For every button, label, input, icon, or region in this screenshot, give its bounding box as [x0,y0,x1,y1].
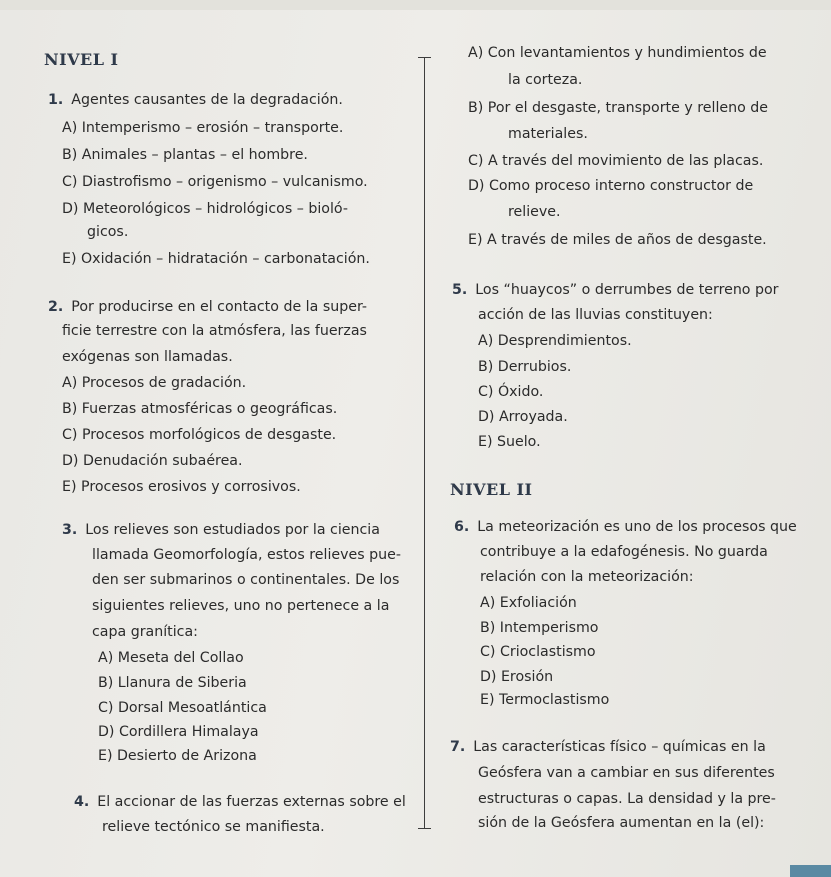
q4-option-c: C) A través del movimiento de las placas. [468,153,764,169]
question-6-number: 6. [454,519,470,535]
question-7-line-2: Geósfera van a cambiar en sus diferentes [478,765,775,781]
q1-option-d: D) Meteorológicos – hidrológicos – bioló- [62,201,348,217]
question-7-line-1: Las características físico – químicas en la [473,739,766,755]
q4-option-a-cont: la corteza. [508,72,583,88]
q4-option-d-cont: relieve. [508,204,561,220]
question-6-line-3: relación con la meteorización: [480,569,694,585]
q2-option-c: C) Procesos morfológicos de desgaste. [62,427,337,443]
question-4-number: 4. [74,794,90,810]
q6-option-d: D) Erosión [480,669,554,685]
q2-option-a: A) Procesos de gradación. [62,375,247,391]
q6-option-a: A) Exfoliación [480,595,577,611]
q2-option-d: D) Denudación subaérea. [62,453,243,469]
q1-option-d-cont: gicos. [87,224,129,240]
q5-option-b: B) Derrubios. [478,359,572,375]
q3-option-d: D) Cordillera Himalaya [98,724,259,740]
level-1-heading: NIVEL I [44,50,119,69]
question-1-stem [48,90,343,110]
q2-option-b: B) Fuerzas atmosféricas o geográficas. [62,401,338,417]
q5-option-a: A) Desprendimientos. [478,333,632,349]
q3-option-e: E) Desierto de Arizona [98,748,257,764]
q5-option-c: C) Óxido. [478,384,544,400]
q4-option-b: B) Por el desgaste, transporte y relleno de [468,100,769,116]
q1-option-e: E) Oxidación – hidratación – carbonatación. [62,251,370,267]
question-2-number: 2. [48,299,64,315]
question-5-stem [452,280,779,300]
question-3-stem [62,520,380,540]
question-4-stem [74,792,406,812]
question-3-line-3: den ser submarinos o continentales. De los [92,572,400,588]
question-2-line-1: Por producirse en el contacto de la super- [71,299,367,315]
q4-option-b-cont: materiales. [508,126,588,142]
q6-option-c: C) Crioclastismo [480,644,596,660]
question-7-line-4: sión de la Geósfera aumentan en la (el): [478,815,765,831]
q6-option-b: B) Intemperismo [480,620,599,636]
q5-option-e: E) Suelo. [478,434,541,450]
question-4-line-2: relieve tectónico se manifiesta. [102,819,325,835]
question-6-line-1: La meteorización es uno de los procesos que [477,519,797,535]
question-3-line-1: Los relieves son estudiados por la ciencia [85,522,380,538]
question-6-line-2: contribuye a la edafogénesis. No guarda [480,544,768,560]
q3-option-c: C) Dorsal Mesoatlántica [98,700,267,716]
q3-option-b: B) Llanura de Siberia [98,675,247,691]
question-3-number: 3. [62,522,78,538]
question-5-line-1: Los “huaycos” o derrumbes de terreno por [475,282,779,298]
question-7-line-3: estructuras o capas. La densidad y la pre- [478,791,776,807]
level-2-heading: NIVEL II [450,480,533,499]
q1-option-b: B) Animales – plantas – el hombre. [62,147,308,163]
q4-option-a: A) Con levantamientos y hundimientos de [468,45,767,61]
question-5-number: 5. [452,282,468,298]
question-3-line-4: siguientes relieves, uno no pertenece a la [92,598,390,614]
q1-option-a: A) Intemperismo – erosión – transporte. [62,120,344,136]
question-2-line-3: exógenas son llamadas. [62,349,233,365]
q6-option-e: E) Termoclastismo [480,692,610,708]
question-3-line-5: capa granítica: [92,624,198,640]
q3-option-a: A) Meseta del Collao [98,650,244,666]
right-column [430,0,831,877]
question-2-stem [48,297,367,317]
question-5-line-2: acción de las lluvias constituyen: [478,307,713,323]
q5-option-d: D) Arroyada. [478,409,568,425]
q1-option-c: C) Diastrofismo – origenismo – vulcanismo. [62,174,368,190]
question-6-stem [454,517,797,537]
column-divider [424,58,425,828]
q4-option-d: D) Como proceso interno constructor de [468,178,754,194]
question-1-number: 1. [48,92,64,108]
q4-option-e: E) A través de miles de años de desgaste. [468,232,767,248]
question-1-text: Agentes causantes de la degradación. [71,92,343,108]
q2-option-e: E) Procesos erosivos y corrosivos. [62,479,301,495]
question-7-stem [450,737,766,757]
question-4-line-1: El accionar de las fuerzas externas sobre el [97,794,406,810]
question-2-line-2: ficie terrestre con la atmósfera, las fuerzas [62,323,367,339]
question-3-line-2: llamada Geomorfología, estos relieves pue- [92,547,401,563]
question-7-number: 7. [450,739,466,755]
